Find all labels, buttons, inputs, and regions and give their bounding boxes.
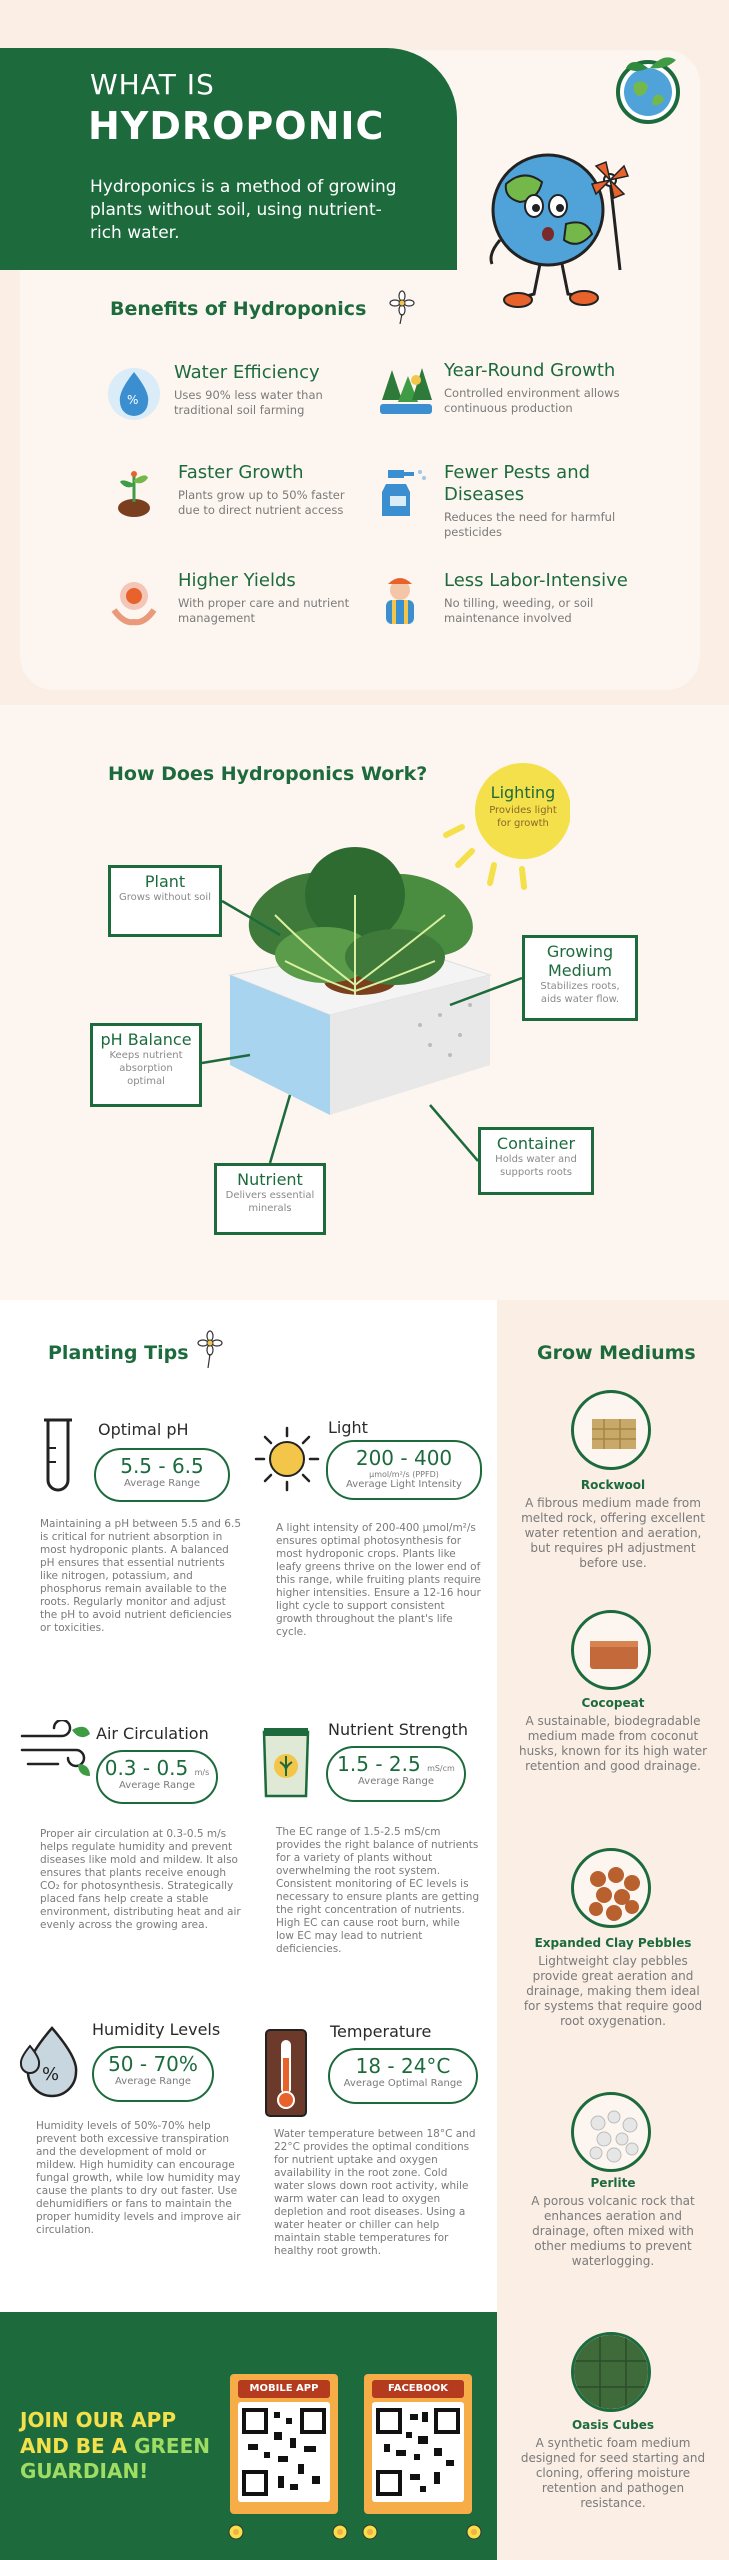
ph-callout-title: pH Balance <box>100 1030 192 1049</box>
oasis-cubes-image <box>571 2332 651 2412</box>
medium-name: Cocopeat <box>581 1696 645 1710</box>
water-drop-icon <box>106 362 166 422</box>
medium-name: Expanded Clay Pebbles <box>534 1936 692 1950</box>
benefit-year-round <box>376 360 666 430</box>
tip-title: Nutrient Strength <box>328 1720 468 1739</box>
benefit-desc: Uses 90% less water than traditional soil farming <box>174 388 323 417</box>
benefit-desc: With proper care and nutrient management <box>178 596 350 625</box>
flower-decoration <box>220 2512 490 2552</box>
lighting-desc: Provides light for growth <box>489 805 557 829</box>
tip-desc: Water temperature between 18°C and 22°C provides the optimal conditions for nutrient uptake and oxygen availability in the root zone. Cold water slows down root activity, while warm water can lead to oxygen depletion and root diseases. Using a water heater or chiller can help maintain stable temperatures for healthy root growth. <box>274 2128 476 2257</box>
tip-value: 5.5 - 6.5 <box>120 1454 204 1478</box>
svg-text:%: % <box>42 2064 60 2085</box>
medium-name: Perlite <box>590 2176 636 2190</box>
facebook-qr[interactable] <box>364 2374 472 2514</box>
cta-line-2: AND BE A GREEN <box>20 2434 210 2458</box>
hero-banner <box>0 48 457 270</box>
earth-logo-icon <box>612 48 684 128</box>
tip-title: Humidity Levels <box>92 2020 221 2039</box>
lighting-title: Lighting <box>490 783 556 802</box>
plant-callout-desc: Grows without soil <box>119 892 211 903</box>
tip-range-label: Average Optimal Range <box>343 2078 463 2089</box>
clay-pebbles-image <box>571 1848 651 1928</box>
tip-value-pill <box>96 1750 218 1804</box>
thermometer-icon <box>264 2028 308 2118</box>
medium-name: Oasis Cubes <box>571 2418 655 2432</box>
hero-line-1: WHAT IS <box>90 68 215 101</box>
tip-title: Optimal pH <box>98 1420 189 1439</box>
medium-desc: A porous volcanic rock that enhances aeration and drainage, often mixed with other mediums to prevent waterlogging. <box>531 2194 695 2268</box>
tip-title: Temperature <box>330 2022 432 2041</box>
qr-code-icon <box>238 2402 330 2502</box>
benefit-water-efficiency <box>106 362 396 432</box>
grow-mediums-section <box>497 1300 729 2560</box>
medium-callout-title: Growing Medium <box>546 942 614 980</box>
humidity-drops-icon <box>16 2022 88 2102</box>
spray-bottle-icon <box>376 462 436 522</box>
hands-plant-icon <box>110 570 170 630</box>
tip-desc: Humidity levels of 50%-70% help prevent both excessive transpiration and the development of mold or mildew. High humidity can encourage fungal growth, while low humidity may cause the plants to dry out faster. Use dehumidifiers or fans to maintain the proper humidity levels and improve air circulation. <box>36 2120 241 2236</box>
benefit-title: Higher Yields <box>178 570 296 591</box>
footer-cta <box>0 2312 497 2560</box>
qr-label: MOBILE APP <box>238 2380 330 2398</box>
tip-value-pill <box>326 1440 482 1500</box>
benefit-fewer-pests <box>376 462 666 539</box>
tip-range-label: Average Range <box>119 1780 195 1791</box>
qr-label: FACEBOOK <box>372 2380 464 2398</box>
hero-description: Hydroponics is a method of growing plants without soil, using nutrient-rich water. <box>90 177 397 243</box>
perlite-image <box>571 2092 651 2172</box>
svg-text:%: % <box>127 393 139 407</box>
medium-callout-desc: Stabilizes roots, aids water flow. <box>540 981 620 1005</box>
tip-range-label: Average Range <box>358 1776 434 1787</box>
benefit-title: Water Efficiency <box>174 362 320 383</box>
planting-tips-section <box>0 1300 497 2312</box>
fertilizer-bag-icon <box>258 1724 314 1800</box>
tip-title: Light <box>328 1418 368 1437</box>
planting-tips-title: Planting Tips <box>48 1342 189 1364</box>
test-tube-icon <box>40 1418 76 1498</box>
tip-value: 0.3 - 0.5 m/s <box>104 1756 210 1780</box>
tip-value-pill <box>92 2046 214 2102</box>
rockwool-image <box>571 1390 651 1470</box>
benefits-title: Benefits of Hydroponics <box>110 298 367 320</box>
benefit-desc: Reduces the need for harmful pesticides <box>444 510 616 539</box>
how-title: How Does Hydroponics Work? <box>108 763 428 785</box>
tip-value-pill <box>94 1448 230 1502</box>
tip-desc: The EC range of 1.5-2.5 mS/cm provides the right balance of nutrients for a variety of plants without overwhelming the root system. Consistent monitoring of EC levels is necessary to ensure plants are getting the right concentration of nutrients. High EC can cause root burn, while low EC may lead to nutrient deficiencies. <box>276 1826 480 1955</box>
benefit-higher-yields <box>110 570 400 640</box>
callout-connectors <box>0 705 729 1300</box>
cta-line-3: GUARDIAN! <box>20 2459 149 2483</box>
wind-icon <box>18 1720 94 1780</box>
earth-mascot-icon <box>470 140 650 320</box>
tip-unit: µmol/m²/s (PPFD) <box>369 1470 439 1479</box>
benefit-title: Year-Round Growth <box>444 360 616 381</box>
ph-callout-desc: Keeps nutrient absorption optimal <box>109 1050 183 1087</box>
medium-desc: A sustainable, biodegradable medium made from coconut husks, known for its high water retention and good drainage. <box>519 1714 708 1773</box>
benefit-desc: Plants grow up to 50% faster due to direct nutrient access <box>178 488 345 517</box>
tip-value: 200 - 400 <box>355 1446 453 1470</box>
trees-icon <box>376 360 436 420</box>
tip-value-pill <box>326 1746 466 1802</box>
tip-value: 1.5 - 2.5 mS/cm <box>337 1752 455 1776</box>
tip-desc: Proper air circulation at 0.3-0.5 m/s helps regulate humidity and prevent diseases like mold and mildew. It also ensures that plants receive enough CO₂ for photosynthesis. Strategically placed fans help create a stable environment, distributing heat and air evenly across the growing area. <box>40 1828 241 1931</box>
benefit-faster-growth <box>110 462 400 532</box>
benefit-less-labor <box>376 570 666 640</box>
container-callout-title: Container <box>496 1134 576 1153</box>
benefit-title: Less Labor-Intensive <box>444 570 628 591</box>
mobile-app-qr[interactable] <box>230 2374 338 2514</box>
nutrient-callout-desc: Delivers essential minerals <box>225 1190 315 1214</box>
tip-value: 18 - 24°C <box>355 2054 451 2078</box>
grow-mediums-title: Grow Mediums <box>537 1342 696 1364</box>
medium-desc: A synthetic foam medium designed for seed starting and cloning, offering moisture retention and pathogen resistance. <box>520 2436 706 2510</box>
cta-line-1: JOIN OUR APP <box>20 2408 176 2432</box>
plant-callout-title: Plant <box>144 872 186 891</box>
tip-range-label: Average Range <box>124 1478 200 1489</box>
benefit-title: Faster Growth <box>178 462 304 483</box>
tip-desc: A light intensity of 200-400 µmol/m²/s ensures optimal photosynthesis for most hydroponic crops. Plants like leafy greens thrive on the lower end of this range, while fruiting plants require higher intensities. Ensure a 12-16 hour light cycle to support consistent growth throughout the plant's life cycle. <box>276 1522 481 1638</box>
qr-code-icon <box>372 2402 464 2502</box>
tip-value: 50 - 70% <box>108 2052 198 2076</box>
benefit-title: Fewer Pests and Diseases <box>444 462 591 505</box>
nutrient-callout-title: Nutrient <box>237 1170 303 1189</box>
medium-name: Rockwool <box>580 1478 646 1492</box>
daisy-icon <box>196 1330 224 1370</box>
tip-range-label: Average Light Intensity <box>346 1479 462 1490</box>
tip-range-label: Average Range <box>115 2076 191 2087</box>
daisy-icon <box>388 290 416 324</box>
hero-title: HYDROPONIC <box>88 104 385 148</box>
tip-value-pill <box>328 2048 478 2104</box>
intro-section <box>0 0 729 700</box>
benefit-desc: No tilling, weeding, or soil maintenance involved <box>444 596 594 625</box>
how-it-works-section <box>0 705 729 1300</box>
tip-desc: Maintaining a pH between 5.5 and 6.5 is critical for nutrient absorption in most hydroponic plants. A balanced pH ensures that essential nutrients like nitrogen, potassium, and phosphorus remain available to the roots. Regularly monitor and adjust the pH to avoid nutrient deficiencies or toxicities. <box>40 1518 242 1634</box>
tip-title: Air Circulation <box>96 1724 209 1743</box>
cocopeat-image <box>571 1610 651 1690</box>
medium-desc: A fibrous medium made from melted rock, offering excellent water retention and aeration, but requires pH adjustment before use. <box>521 1496 705 1570</box>
container-callout-desc: Holds water and supports roots <box>495 1154 577 1178</box>
seedling-icon <box>110 462 170 522</box>
medium-desc: Lightweight clay pebbles provide great aeration and drainage, making them ideal for systems that require good root oxygenation. <box>523 1954 703 2028</box>
benefit-desc: Controlled environment allows continuous production <box>444 386 620 415</box>
sun-icon <box>252 1424 322 1494</box>
farmer-icon <box>376 570 436 630</box>
